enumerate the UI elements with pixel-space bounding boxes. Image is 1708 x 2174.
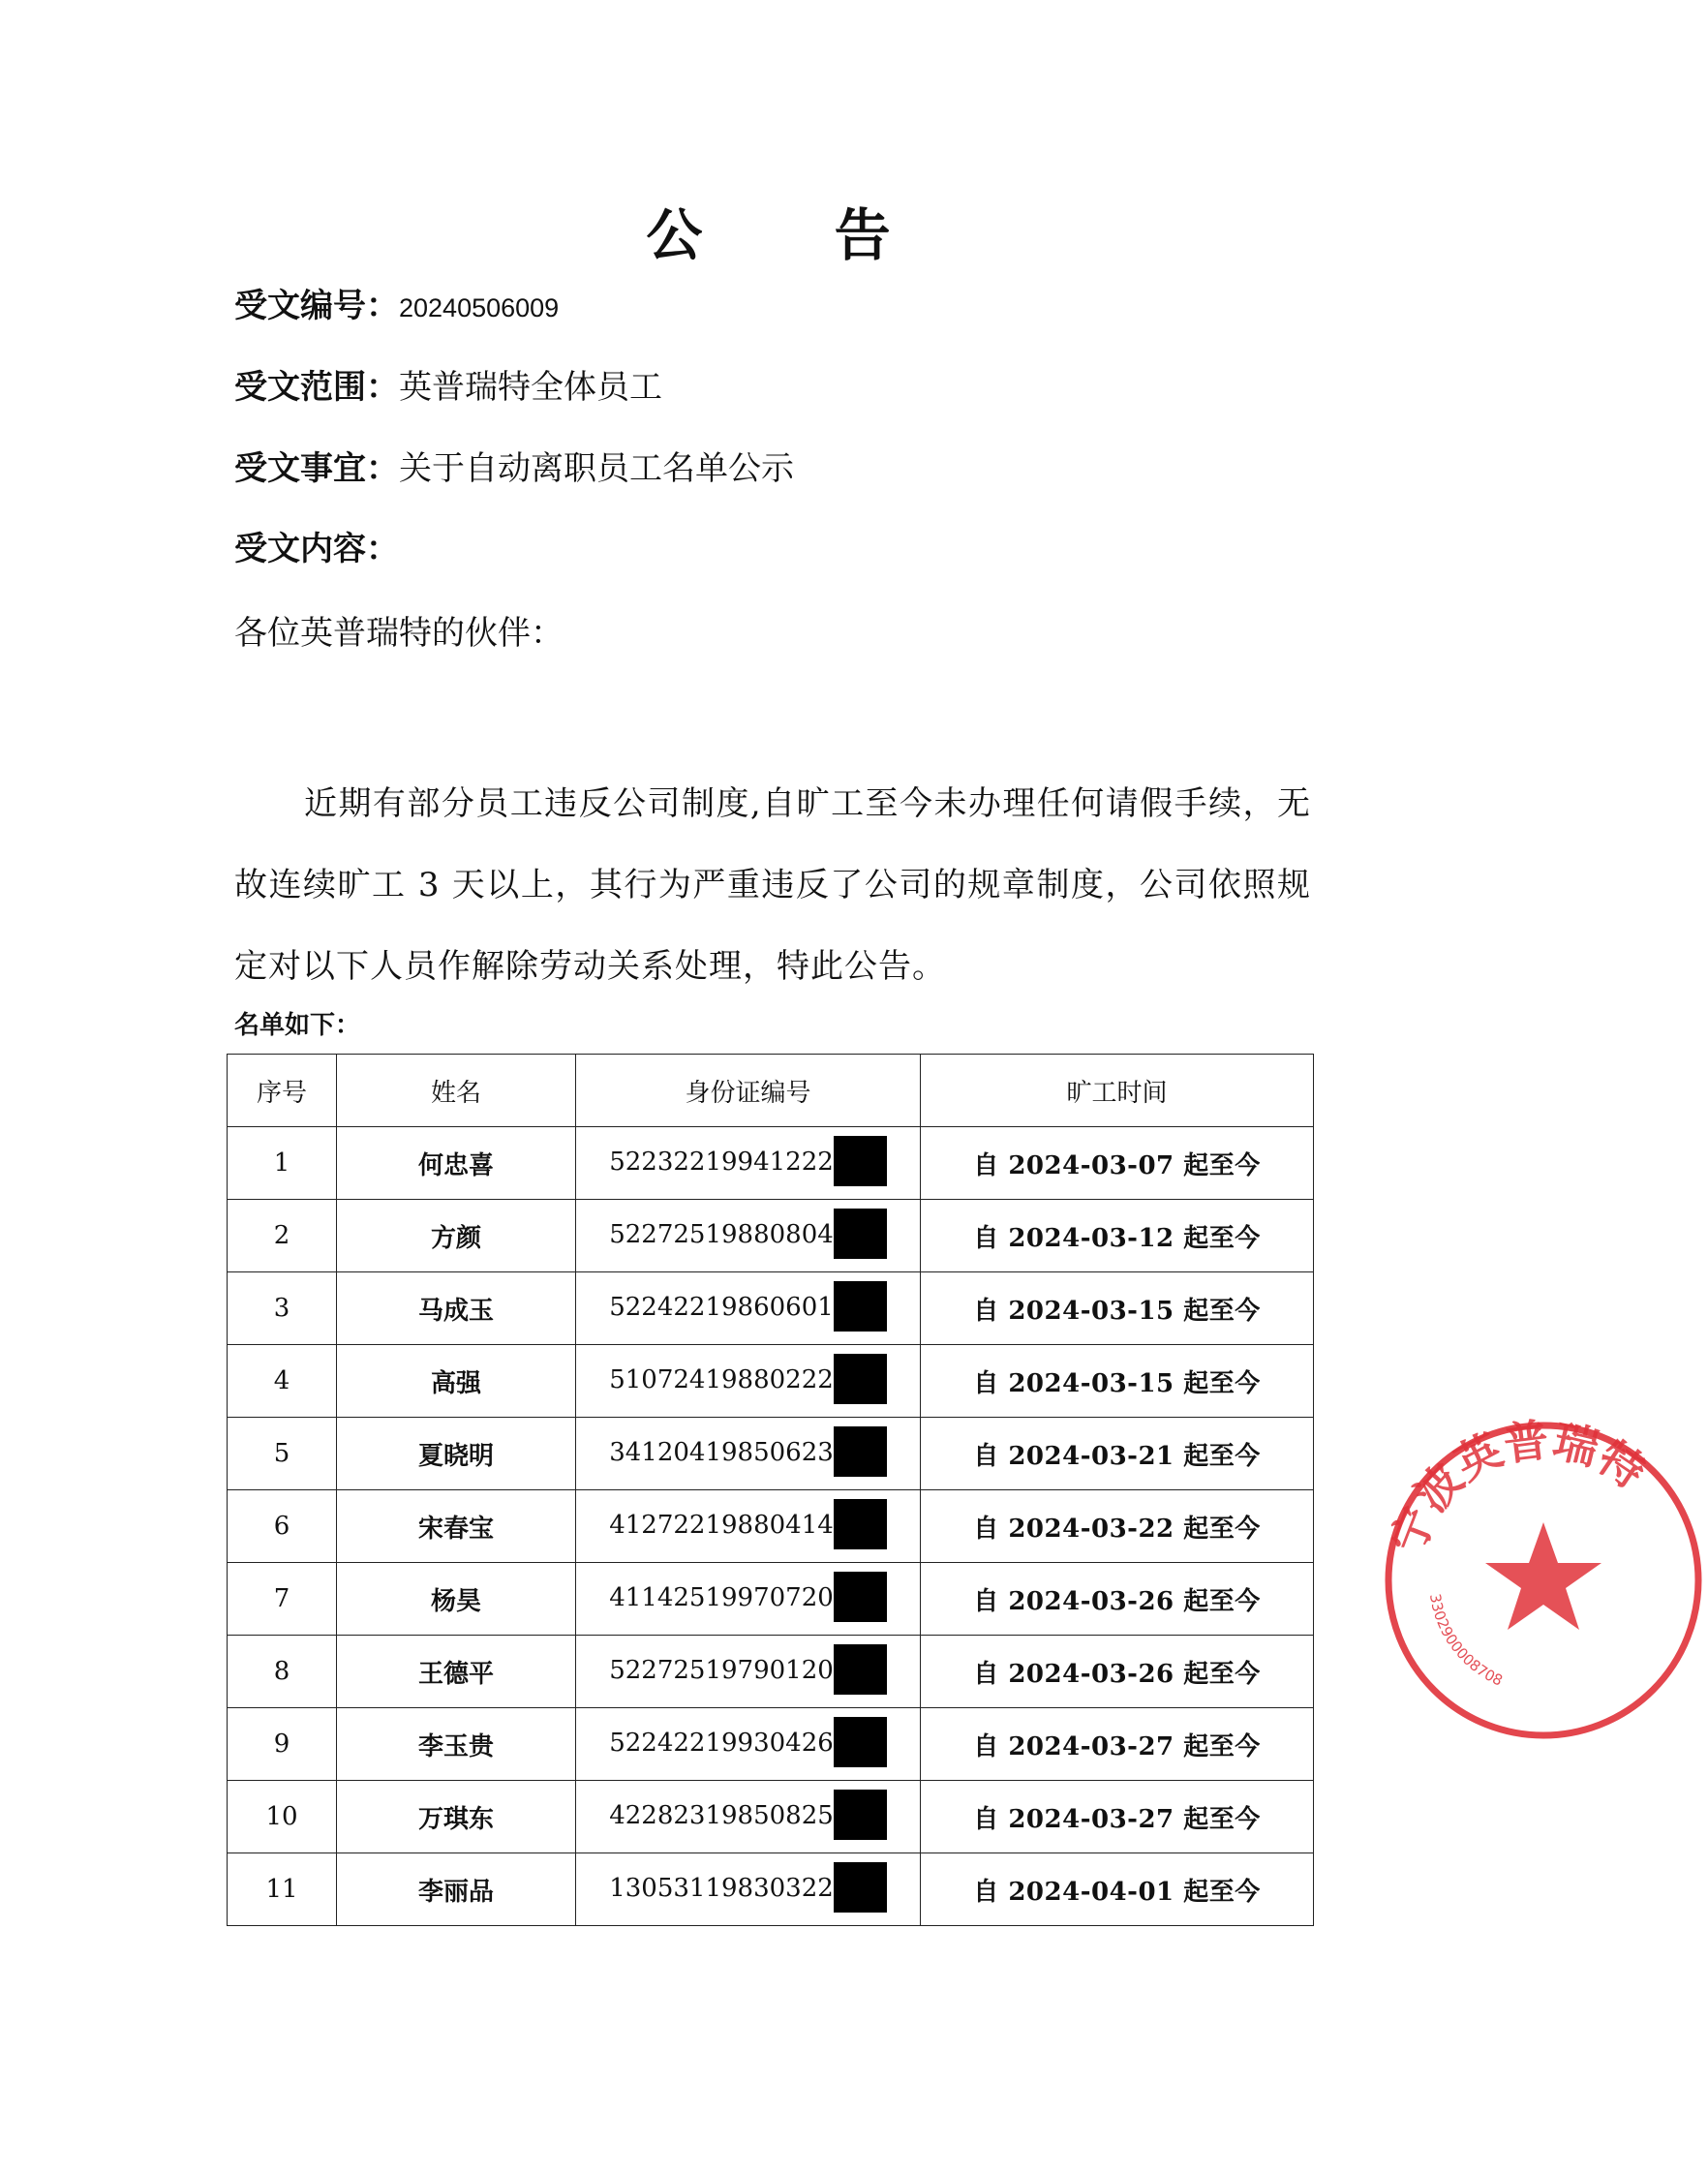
absence-period: 自 2024-03-07 起至今 [921, 1127, 1314, 1200]
header-no: 序号 [228, 1055, 337, 1127]
employee-name: 李玉贵 [337, 1708, 576, 1781]
row-number: 2 [228, 1200, 337, 1272]
header-period: 旷工时间 [921, 1055, 1314, 1127]
table-row [228, 1272, 1314, 1345]
seal-number-text: 3302900008708 [1425, 1592, 1506, 1690]
employee-name: 夏晓明 [337, 1418, 576, 1490]
redaction-block [834, 1281, 887, 1332]
id-number-visible: 42282319850825 [609, 1801, 834, 1830]
seal-star-icon [1485, 1522, 1601, 1630]
row-number: 11 [228, 1853, 337, 1926]
body-paragraph: 近期有部分员工违反公司制度,自旷工至今未办理任何请假手续，无故连续旷工 3 天以上，其行为严重违反了公司的规章制度，公司依照规定对以下人员作解除劳动关系处理，特此公告。 [234, 784, 1311, 986]
redaction-block [834, 1426, 887, 1477]
employee-name: 方颜 [337, 1200, 576, 1272]
id-number-cell [576, 1200, 921, 1272]
doc-content-field [234, 526, 399, 572]
id-number-cell [576, 1272, 921, 1345]
id-number-visible: 52242219860601 [609, 1293, 834, 1322]
absence-period: 自 2024-03-15 起至今 [921, 1272, 1314, 1345]
roster-body [228, 1127, 1314, 1926]
redaction-block [834, 1209, 887, 1259]
employee-name: 李丽品 [337, 1853, 576, 1926]
row-number: 1 [228, 1127, 337, 1200]
list-label: 名单如下： [234, 1011, 361, 1040]
id-number-visible: 13053119830322 [609, 1874, 834, 1903]
table-row [228, 1418, 1314, 1490]
employee-name: 万琪东 [337, 1781, 576, 1853]
absence-period: 自 2024-03-15 起至今 [921, 1345, 1314, 1418]
absence-period: 自 2024-04-01 起至今 [921, 1853, 1314, 1926]
id-number-cell [576, 1708, 921, 1781]
id-number-visible: 52272519790120 [609, 1656, 834, 1685]
redaction-block [834, 1499, 887, 1549]
id-number-cell [576, 1490, 921, 1563]
row-number: 5 [228, 1418, 337, 1490]
row-number: 8 [228, 1636, 337, 1708]
row-number: 4 [228, 1345, 337, 1418]
doc-number-label: 受文编号： [234, 287, 399, 325]
doc-number-value: 20240506009 [399, 293, 560, 322]
table-row [228, 1345, 1314, 1418]
absence-period: 自 2024-03-26 起至今 [921, 1563, 1314, 1636]
row-number: 7 [228, 1563, 337, 1636]
doc-subject-value: 关于自动离职员工名单公示 [399, 449, 794, 488]
employee-name: 王德平 [337, 1636, 576, 1708]
seal-company-text: 宁波英普瑞特 [1381, 1416, 1655, 1561]
table-header-row [228, 1055, 1314, 1127]
employee-name: 高强 [337, 1345, 576, 1418]
table-row [228, 1200, 1314, 1272]
id-number-cell [576, 1127, 921, 1200]
header-name: 姓名 [337, 1055, 576, 1127]
doc-scope-label: 受文范围： [234, 368, 399, 407]
id-number-cell [576, 1853, 921, 1926]
table-row [228, 1636, 1314, 1708]
redaction-block [834, 1717, 887, 1767]
table-row [228, 1490, 1314, 1563]
id-number-visible: 51072419880222 [609, 1365, 834, 1394]
id-number-cell [576, 1636, 921, 1708]
table-row [228, 1127, 1314, 1200]
id-number-visible: 41142519970720 [609, 1583, 834, 1612]
row-number: 3 [228, 1272, 337, 1345]
id-number-cell [576, 1418, 921, 1490]
redaction-block [834, 1354, 887, 1404]
employee-name: 杨昊 [337, 1563, 576, 1636]
notice-title: 公 告 [646, 202, 947, 268]
greeting: 各位英普瑞特的伙伴： [234, 614, 564, 653]
redaction-block [834, 1572, 887, 1622]
table-row [228, 1781, 1314, 1853]
absence-period: 自 2024-03-27 起至今 [921, 1781, 1314, 1853]
doc-subject-field [234, 445, 794, 492]
table-row [228, 1708, 1314, 1781]
table-row [228, 1563, 1314, 1636]
id-number-visible: 34120419850623 [609, 1438, 834, 1467]
doc-subject-label: 受文事宜： [234, 449, 399, 488]
doc-scope-value: 英普瑞特全体员工 [399, 368, 662, 407]
absence-period: 自 2024-03-26 起至今 [921, 1636, 1314, 1708]
row-number: 10 [228, 1781, 337, 1853]
id-number-cell [576, 1345, 921, 1418]
id-number-cell [576, 1563, 921, 1636]
roster-table [227, 1054, 1314, 1926]
absence-period: 自 2024-03-21 起至今 [921, 1418, 1314, 1490]
id-number-cell [576, 1781, 921, 1853]
employee-name: 宋春宝 [337, 1490, 576, 1563]
id-number-visible: 52242219930426 [609, 1729, 834, 1758]
absence-period: 自 2024-03-27 起至今 [921, 1708, 1314, 1781]
id-number-visible: 41272219880414 [609, 1511, 834, 1540]
redaction-block [834, 1862, 887, 1913]
id-number-visible: 52272519880804 [609, 1220, 834, 1249]
redaction-block [834, 1136, 887, 1186]
absence-period: 自 2024-03-12 起至今 [921, 1200, 1314, 1272]
redaction-block [834, 1790, 887, 1840]
row-number: 9 [228, 1708, 337, 1781]
header-id: 身份证编号 [576, 1055, 921, 1127]
employee-name: 马成玉 [337, 1272, 576, 1345]
row-number: 6 [228, 1490, 337, 1563]
doc-number-field [234, 283, 559, 331]
doc-content-label: 受文内容： [234, 530, 399, 568]
doc-scope-field [234, 364, 662, 411]
company-seal [1379, 1416, 1708, 1745]
employee-name: 何忠喜 [337, 1127, 576, 1200]
redaction-block [834, 1644, 887, 1695]
absence-period: 自 2024-03-22 起至今 [921, 1490, 1314, 1563]
id-number-visible: 52232219941222 [609, 1148, 834, 1177]
table-row [228, 1853, 1314, 1926]
